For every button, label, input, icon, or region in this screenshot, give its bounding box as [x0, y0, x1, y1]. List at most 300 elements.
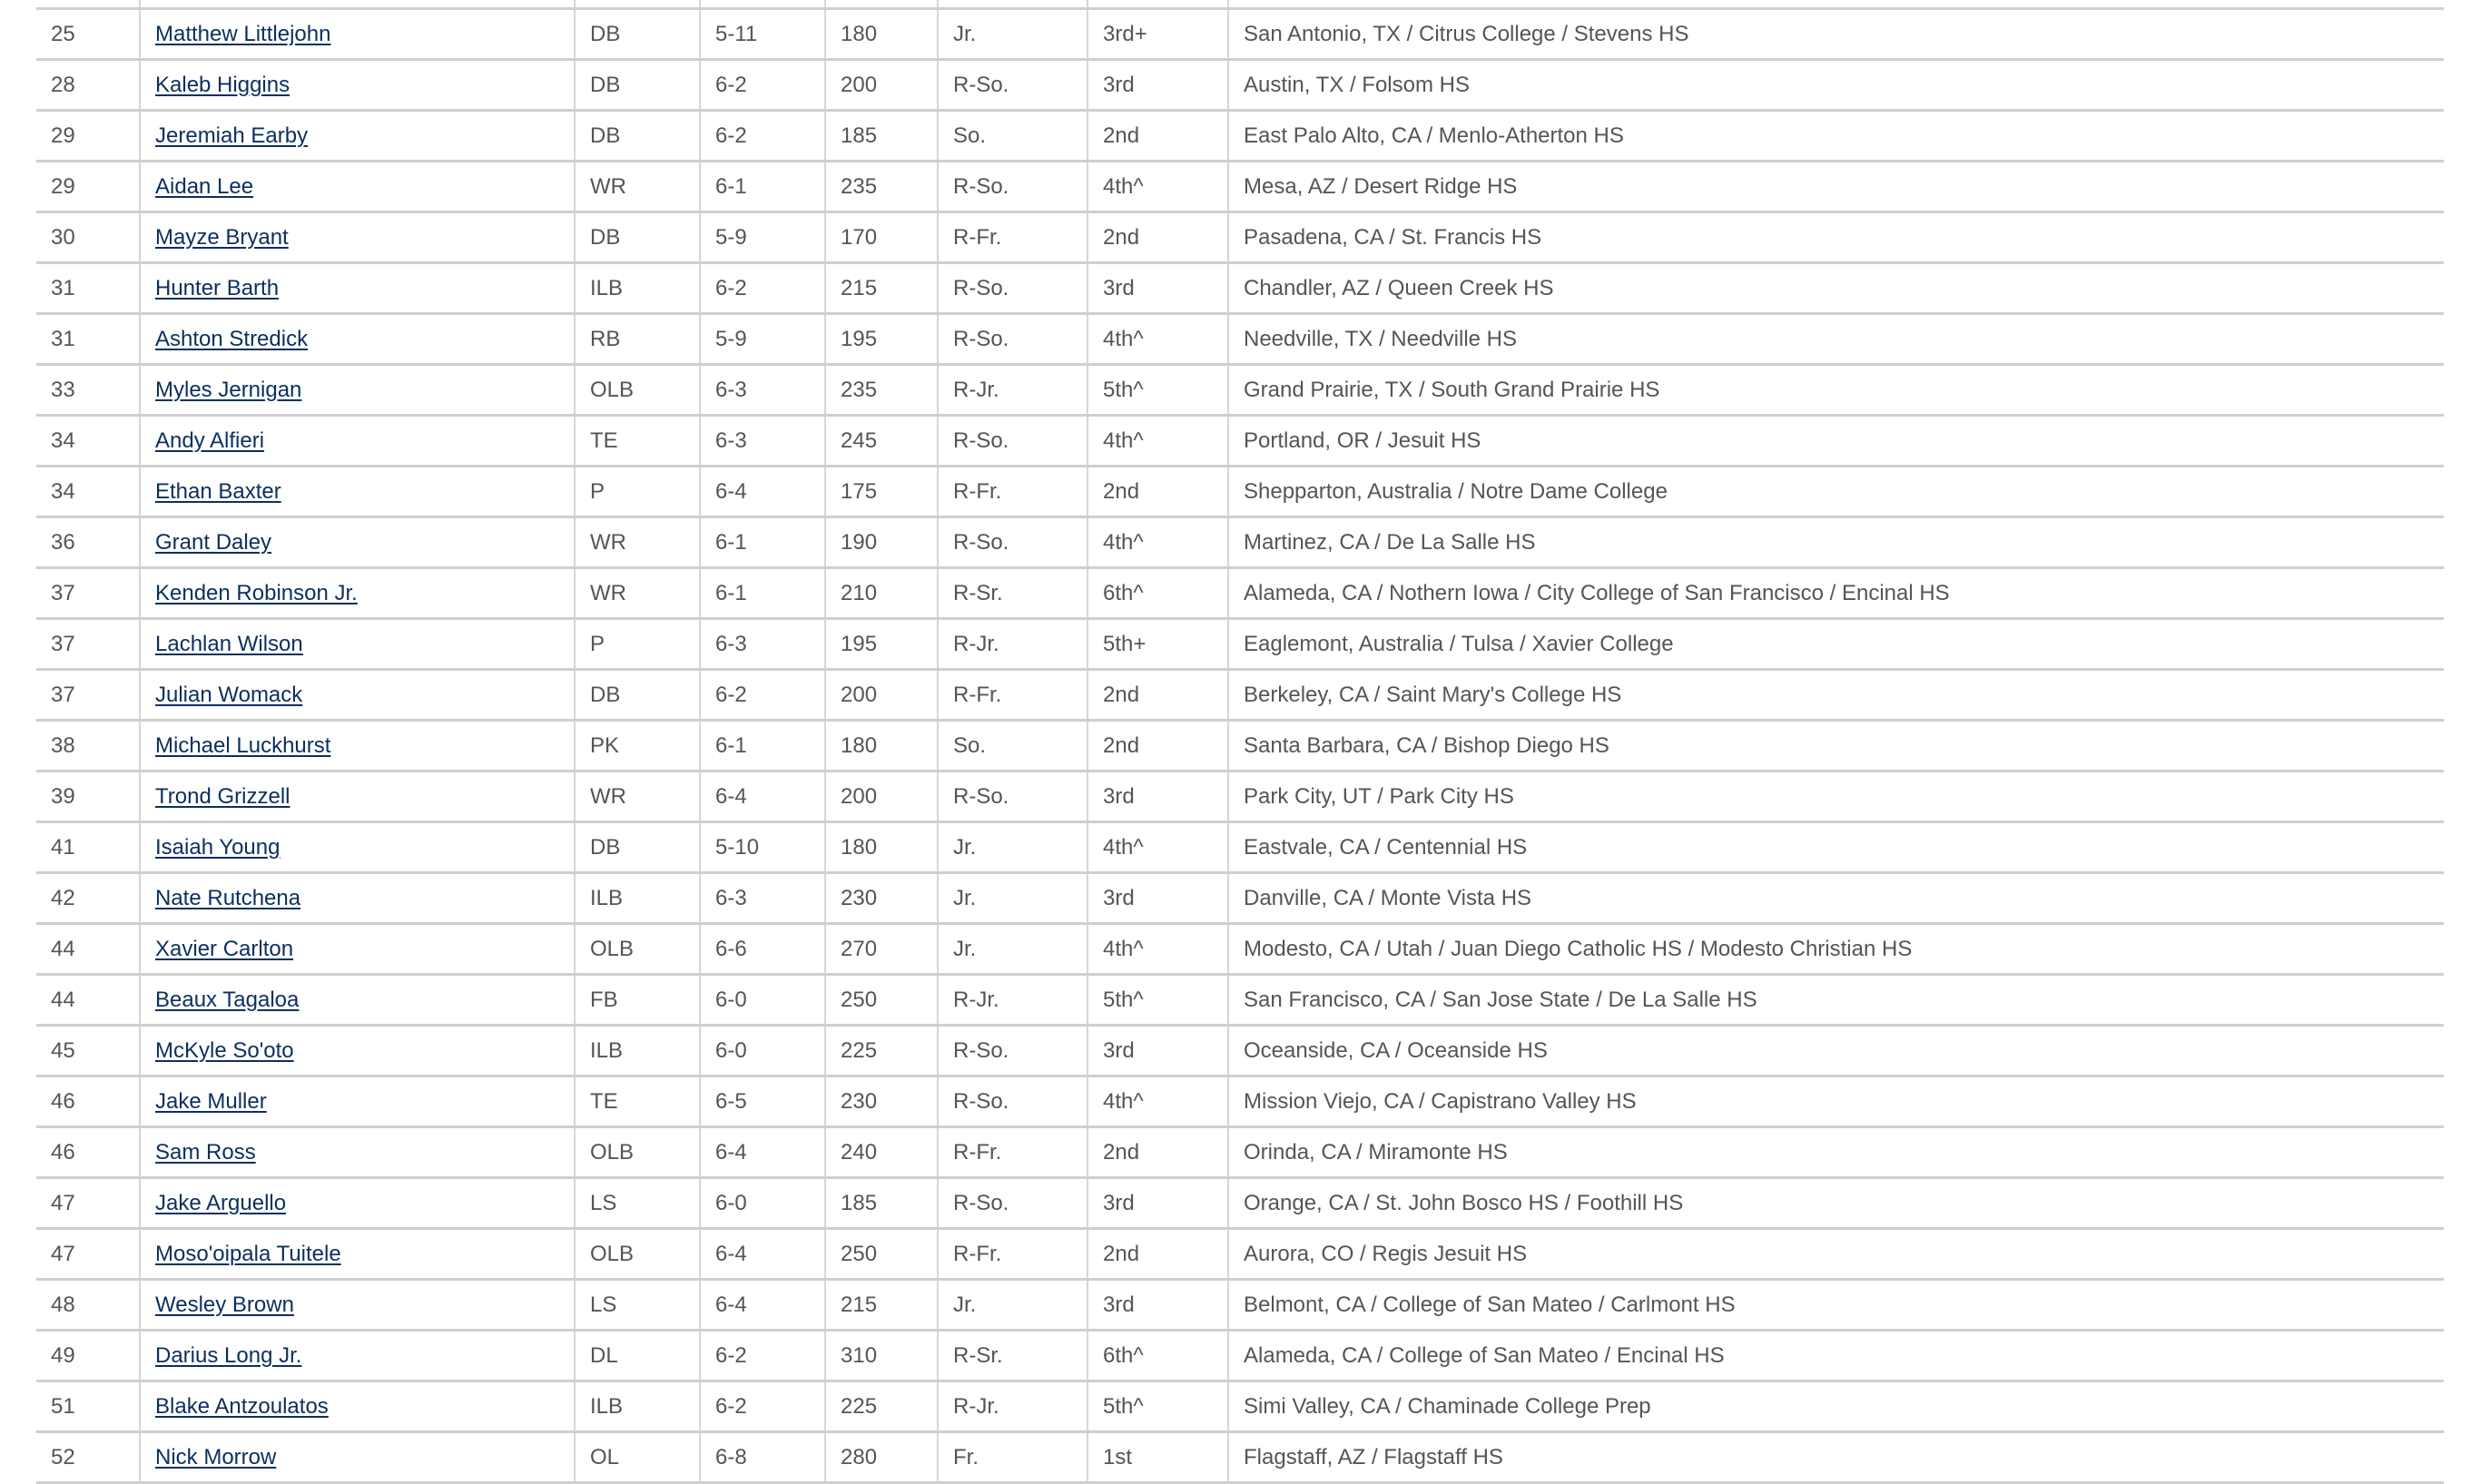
weight-cell: 200 [825, 771, 938, 822]
weight-cell: 225 [825, 1381, 938, 1432]
weight-cell: 235 [825, 162, 938, 212]
jersey-number-cell: 38 [36, 721, 140, 771]
player-name-link[interactable]: Aidan Lee [155, 173, 254, 199]
table-row [36, 822, 2444, 873]
position-cell: TE [575, 1076, 700, 1127]
jersey-number-cell: 29 [36, 162, 140, 212]
height-cell: 6-2 [700, 60, 825, 111]
player-name-link[interactable]: Hunter Barth [155, 275, 280, 300]
player-name-cell [140, 314, 575, 365]
position-cell [575, 0, 700, 9]
hometown-cell [1228, 0, 2444, 9]
position-cell: PK [575, 721, 700, 771]
jersey-number-cell: 45 [36, 1026, 140, 1076]
player-name-cell [140, 1432, 575, 1483]
hometown-cell: Aurora, CO / Regis Jesuit HS [1228, 1229, 2444, 1280]
hometown-cell: San Antonio, TX / Citrus College / Stevens HS [1228, 9, 2444, 60]
hometown-cell: East Palo Alto, CA / Menlo-Atherton HS [1228, 111, 2444, 162]
height-cell: 6-3 [700, 619, 825, 670]
experience-cell: 2nd [1087, 670, 1228, 721]
table-row [36, 619, 2444, 670]
player-name-link[interactable]: Jeremiah Earby [155, 123, 309, 148]
hometown-cell: Mission Viejo, CA / Capistrano Valley HS [1228, 1076, 2444, 1127]
height-cell: 6-2 [700, 670, 825, 721]
weight-cell: 180 [825, 721, 938, 771]
class-cell: R-Fr. [938, 467, 1087, 517]
class-cell: R-Sr. [938, 568, 1087, 619]
class-cell: R-So. [938, 1178, 1087, 1229]
table-row [36, 263, 2444, 314]
player-name-link[interactable]: Sam Ross [155, 1139, 256, 1165]
height-cell: 6-1 [700, 721, 825, 771]
jersey-number-cell: 37 [36, 619, 140, 670]
jersey-number-cell: 25 [36, 9, 140, 60]
player-name-link[interactable]: Moso'oipala Tuitele [155, 1241, 341, 1266]
player-name-cell [140, 416, 575, 467]
player-name-cell [140, 873, 575, 924]
position-cell: TE [575, 416, 700, 467]
position-cell: DL [575, 1331, 700, 1381]
weight-cell: 170 [825, 212, 938, 263]
height-cell: 6-4 [700, 1280, 825, 1331]
table-row [36, 517, 2444, 568]
table-row [36, 1026, 2444, 1076]
position-cell: LS [575, 1178, 700, 1229]
height-cell: 6-5 [700, 1076, 825, 1127]
hometown-cell: Alameda, CA / College of San Mateo / Encinal HS [1228, 1331, 2444, 1381]
table-row [36, 162, 2444, 212]
class-cell: R-Jr. [938, 1381, 1087, 1432]
table-row [36, 1229, 2444, 1280]
hometown-cell: Portland, OR / Jesuit HS [1228, 416, 2444, 467]
player-name-cell [140, 1178, 575, 1229]
weight-cell: 185 [825, 111, 938, 162]
table-row [36, 0, 2444, 9]
experience-cell: 5th+ [1087, 619, 1228, 670]
weight-cell: 250 [825, 1229, 938, 1280]
weight-cell: 175 [825, 467, 938, 517]
weight-cell: 185 [825, 1178, 938, 1229]
class-cell: R-Fr. [938, 670, 1087, 721]
experience-cell: 5th^ [1087, 975, 1228, 1026]
player-name-cell [140, 467, 575, 517]
table-row [36, 1381, 2444, 1432]
weight-cell: 240 [825, 1127, 938, 1178]
hometown-cell: Santa Barbara, CA / Bishop Diego HS [1228, 721, 2444, 771]
weight-cell [825, 0, 938, 9]
position-cell: DB [575, 822, 700, 873]
position-cell: OLB [575, 1229, 700, 1280]
player-name-cell [140, 1229, 575, 1280]
jersey-number-cell: 48 [36, 1280, 140, 1331]
height-cell: 6-0 [700, 1178, 825, 1229]
weight-cell: 235 [825, 365, 938, 416]
player-name-cell [140, 721, 575, 771]
table-row [36, 212, 2444, 263]
table-row [36, 873, 2444, 924]
jersey-number-cell: 44 [36, 975, 140, 1026]
jersey-number-cell: 52 [36, 1432, 140, 1483]
table-row [36, 416, 2444, 467]
hometown-cell: Mesa, AZ / Desert Ridge HS [1228, 162, 2444, 212]
jersey-number-cell: 36 [36, 517, 140, 568]
position-cell: DB [575, 60, 700, 111]
weight-cell: 230 [825, 1076, 938, 1127]
player-name-cell [140, 1331, 575, 1381]
position-cell: WR [575, 517, 700, 568]
class-cell: R-Sr. [938, 1331, 1087, 1381]
experience-cell: 3rd [1087, 263, 1228, 314]
class-cell: Jr. [938, 1280, 1087, 1331]
table-row [36, 721, 2444, 771]
class-cell: R-So. [938, 60, 1087, 111]
weight-cell: 310 [825, 1331, 938, 1381]
hometown-cell: Orinda, CA / Miramonte HS [1228, 1127, 2444, 1178]
height-cell: 5-10 [700, 822, 825, 873]
class-cell [938, 0, 1087, 9]
hometown-cell: Simi Valley, CA / Chaminade College Prep [1228, 1381, 2444, 1432]
class-cell: So. [938, 111, 1087, 162]
jersey-number-cell: 46 [36, 1076, 140, 1127]
table-row [36, 467, 2444, 517]
class-cell: R-Jr. [938, 975, 1087, 1026]
height-cell: 6-4 [700, 467, 825, 517]
height-cell: 6-0 [700, 975, 825, 1026]
hometown-cell: Orange, CA / St. John Bosco HS / Foothill HS [1228, 1178, 2444, 1229]
player-name-link[interactable]: Blake Antzoulatos [155, 1393, 329, 1419]
class-cell: Jr. [938, 924, 1087, 975]
weight-cell: 180 [825, 9, 938, 60]
position-cell: P [575, 619, 700, 670]
class-cell: Jr. [938, 873, 1087, 924]
class-cell: R-Fr. [938, 212, 1087, 263]
jersey-number-cell: 28 [36, 60, 140, 111]
player-name-cell [140, 1280, 575, 1331]
experience-cell: 2nd [1087, 721, 1228, 771]
jersey-number-cell: 47 [36, 1178, 140, 1229]
weight-cell: 200 [825, 670, 938, 721]
hometown-cell: Austin, TX / Folsom HS [1228, 60, 2444, 111]
player-name-cell [140, 212, 575, 263]
height-cell: 6-3 [700, 416, 825, 467]
table-row [36, 9, 2444, 60]
jersey-number-cell: 42 [36, 873, 140, 924]
player-name-link[interactable]: Julian Womack [155, 682, 303, 707]
table-row [36, 111, 2444, 162]
experience-cell: 4th^ [1087, 517, 1228, 568]
experience-cell: 3rd [1087, 771, 1228, 822]
player-name-link[interactable]: Trond Grizzell [155, 783, 290, 809]
experience-cell: 5th^ [1087, 365, 1228, 416]
position-cell: LS [575, 1280, 700, 1331]
experience-cell: 4th^ [1087, 162, 1228, 212]
player-name-cell [140, 1381, 575, 1432]
jersey-number-cell: 34 [36, 416, 140, 467]
class-cell: R-Fr. [938, 1229, 1087, 1280]
class-cell: R-So. [938, 416, 1087, 467]
jersey-number-cell [36, 0, 140, 9]
height-cell: 6-8 [700, 1432, 825, 1483]
player-name-cell [140, 975, 575, 1026]
player-name-cell [140, 263, 575, 314]
player-name-cell [140, 619, 575, 670]
jersey-number-cell: 37 [36, 670, 140, 721]
player-name-link[interactable]: Kenden Robinson Jr. [155, 580, 358, 605]
player-name-cell [140, 670, 575, 721]
table-row [36, 60, 2444, 111]
player-name-link[interactable]: Andy Alfieri [155, 428, 265, 453]
player-name-cell [140, 822, 575, 873]
roster-body [36, 0, 2444, 1483]
table-row [36, 670, 2444, 721]
experience-cell: 4th^ [1087, 924, 1228, 975]
player-name-link[interactable]: Jake Muller [155, 1088, 267, 1114]
experience-cell: 4th^ [1087, 1076, 1228, 1127]
position-cell: ILB [575, 1381, 700, 1432]
player-name-cell [140, 568, 575, 619]
player-name-link[interactable]: Ashton Stredick [155, 326, 309, 351]
weight-cell: 225 [825, 1026, 938, 1076]
experience-cell: 2nd [1087, 467, 1228, 517]
weight-cell: 215 [825, 263, 938, 314]
experience-cell: 6th^ [1087, 1331, 1228, 1381]
table-row [36, 365, 2444, 416]
class-cell: Fr. [938, 1432, 1087, 1483]
hometown-cell: Shepparton, Australia / Notre Dame College [1228, 467, 2444, 517]
weight-cell: 215 [825, 1280, 938, 1331]
jersey-number-cell: 41 [36, 822, 140, 873]
hometown-cell: San Francisco, CA / San Jose State / De La Salle HS [1228, 975, 2444, 1026]
experience-cell: 3rd [1087, 60, 1228, 111]
position-cell: DB [575, 670, 700, 721]
player-name-link[interactable]: Lachlan Wilson [155, 631, 303, 656]
table-row [36, 1331, 2444, 1381]
position-cell: OLB [575, 924, 700, 975]
hometown-cell: Grand Prairie, TX / South Grand Prairie HS [1228, 365, 2444, 416]
hometown-cell: Danville, CA / Monte Vista HS [1228, 873, 2444, 924]
jersey-number-cell: 47 [36, 1229, 140, 1280]
experience-cell: 3rd+ [1087, 9, 1228, 60]
position-cell: WR [575, 568, 700, 619]
weight-cell: 245 [825, 416, 938, 467]
experience-cell: 5th^ [1087, 1381, 1228, 1432]
player-name-link[interactable]: McKyle So'oto [155, 1037, 294, 1063]
player-name-link[interactable]: Wesley Brown [155, 1292, 294, 1317]
player-name-link[interactable]: Isaiah Young [155, 834, 280, 860]
position-cell: FB [575, 975, 700, 1026]
weight-cell: 195 [825, 314, 938, 365]
table-row [36, 924, 2444, 975]
player-name-cell [140, 1026, 575, 1076]
experience-cell: 2nd [1087, 1229, 1228, 1280]
player-name-cell [140, 1076, 575, 1127]
hometown-cell: Berkeley, CA / Saint Mary's College HS [1228, 670, 2444, 721]
table-row [36, 1127, 2444, 1178]
height-cell: 5-9 [700, 314, 825, 365]
class-cell: R-So. [938, 517, 1087, 568]
height-cell: 6-2 [700, 1381, 825, 1432]
weight-cell: 270 [825, 924, 938, 975]
weight-cell: 250 [825, 975, 938, 1026]
experience-cell: 3rd [1087, 1178, 1228, 1229]
hometown-cell: Needville, TX / Needville HS [1228, 314, 2444, 365]
height-cell: 6-1 [700, 517, 825, 568]
height-cell: 5-11 [700, 9, 825, 60]
experience-cell: 1st [1087, 1432, 1228, 1483]
player-name-link[interactable]: Jake Arguello [155, 1190, 287, 1215]
jersey-number-cell: 34 [36, 467, 140, 517]
experience-cell: 4th^ [1087, 822, 1228, 873]
experience-cell [1087, 0, 1228, 9]
player-name-link[interactable]: Kaleb Higgins [155, 72, 290, 97]
experience-cell: 4th^ [1087, 416, 1228, 467]
player-name-link[interactable]: Mayze Bryant [155, 224, 289, 250]
player-name-link[interactable]: Darius Long Jr. [155, 1342, 302, 1368]
position-cell: ILB [575, 873, 700, 924]
player-name-link[interactable]: Grant Daley [155, 529, 272, 555]
hometown-cell: Chandler, AZ / Queen Creek HS [1228, 263, 2444, 314]
position-cell: WR [575, 771, 700, 822]
height-cell: 6-2 [700, 111, 825, 162]
table-row [36, 568, 2444, 619]
player-name-cell [140, 924, 575, 975]
hometown-cell: Park City, UT / Park City HS [1228, 771, 2444, 822]
position-cell: P [575, 467, 700, 517]
player-name-cell [140, 111, 575, 162]
experience-cell: 4th^ [1087, 314, 1228, 365]
weight-cell: 210 [825, 568, 938, 619]
hometown-cell: Martinez, CA / De La Salle HS [1228, 517, 2444, 568]
player-name-cell [140, 0, 575, 9]
experience-cell: 2nd [1087, 111, 1228, 162]
player-name-cell [140, 771, 575, 822]
player-name-link[interactable]: Michael Luckhurst [155, 732, 331, 758]
height-cell: 5-9 [700, 212, 825, 263]
class-cell: Jr. [938, 822, 1087, 873]
class-cell: R-So. [938, 263, 1087, 314]
position-cell: ILB [575, 263, 700, 314]
position-cell: OL [575, 1432, 700, 1483]
height-cell: 6-3 [700, 365, 825, 416]
player-name-link[interactable]: Xavier Carlton [155, 936, 294, 961]
weight-cell: 280 [825, 1432, 938, 1483]
height-cell [700, 0, 825, 9]
experience-cell: 3rd [1087, 1280, 1228, 1331]
hometown-cell: Oceanside, CA / Oceanside HS [1228, 1026, 2444, 1076]
jersey-number-cell: 31 [36, 314, 140, 365]
height-cell: 6-2 [700, 263, 825, 314]
jersey-number-cell: 44 [36, 924, 140, 975]
position-cell: DB [575, 111, 700, 162]
experience-cell: 2nd [1087, 212, 1228, 263]
class-cell: So. [938, 721, 1087, 771]
class-cell: R-So. [938, 1026, 1087, 1076]
roster-table [36, 0, 2444, 1484]
table-row [36, 771, 2444, 822]
class-cell: R-Jr. [938, 619, 1087, 670]
height-cell: 6-6 [700, 924, 825, 975]
position-cell: WR [575, 162, 700, 212]
class-cell: R-So. [938, 314, 1087, 365]
table-row [36, 314, 2444, 365]
weight-cell: 195 [825, 619, 938, 670]
position-cell: ILB [575, 1026, 700, 1076]
player-name-link[interactable]: Nate Rutchena [155, 885, 301, 910]
experience-cell: 3rd [1087, 1026, 1228, 1076]
class-cell: R-Jr. [938, 365, 1087, 416]
player-name-link[interactable]: Nick Morrow [155, 1444, 277, 1469]
player-name-link[interactable]: Myles Jernigan [155, 377, 302, 402]
class-cell: Jr. [938, 9, 1087, 60]
jersey-number-cell: 30 [36, 212, 140, 263]
class-cell: R-So. [938, 771, 1087, 822]
height-cell: 6-3 [700, 873, 825, 924]
player-name-cell [140, 1127, 575, 1178]
jersey-number-cell: 51 [36, 1381, 140, 1432]
hometown-cell: Alameda, CA / Nothern Iowa / City College of San Francisco / Encinal HS [1228, 568, 2444, 619]
weight-cell: 200 [825, 60, 938, 111]
hometown-cell: Flagstaff, AZ / Flagstaff HS [1228, 1432, 2444, 1483]
weight-cell: 180 [825, 822, 938, 873]
table-row [36, 975, 2444, 1026]
jersey-number-cell: 29 [36, 111, 140, 162]
height-cell: 6-1 [700, 162, 825, 212]
hometown-cell: Eastvale, CA / Centennial HS [1228, 822, 2444, 873]
class-cell: R-So. [938, 162, 1087, 212]
player-name-link[interactable]: Beaux Tagaloa [155, 987, 300, 1012]
player-name-cell [140, 60, 575, 111]
height-cell: 6-4 [700, 771, 825, 822]
position-cell: DB [575, 212, 700, 263]
player-name-link[interactable]: Matthew Littlejohn [155, 21, 331, 46]
position-cell: OLB [575, 1127, 700, 1178]
jersey-number-cell: 33 [36, 365, 140, 416]
jersey-number-cell: 46 [36, 1127, 140, 1178]
position-cell: OLB [575, 365, 700, 416]
height-cell: 6-4 [700, 1127, 825, 1178]
hometown-cell: Pasadena, CA / St. Francis HS [1228, 212, 2444, 263]
experience-cell: 3rd [1087, 873, 1228, 924]
height-cell: 6-4 [700, 1229, 825, 1280]
weight-cell: 230 [825, 873, 938, 924]
position-cell: RB [575, 314, 700, 365]
player-name-link[interactable]: Ethan Baxter [155, 478, 281, 504]
table-row [36, 1432, 2444, 1483]
class-cell: R-Fr. [938, 1127, 1087, 1178]
height-cell: 6-0 [700, 1026, 825, 1076]
roster-table-container [36, 0, 2444, 1484]
experience-cell: 2nd [1087, 1127, 1228, 1178]
jersey-number-cell: 49 [36, 1331, 140, 1381]
hometown-cell: Modesto, CA / Utah / Juan Diego Catholic HS / Modesto Christian HS [1228, 924, 2444, 975]
jersey-number-cell: 39 [36, 771, 140, 822]
table-row [36, 1076, 2444, 1127]
player-name-cell [140, 365, 575, 416]
table-row [36, 1280, 2444, 1331]
hometown-cell: Belmont, CA / College of San Mateo / Carlmont HS [1228, 1280, 2444, 1331]
height-cell: 6-1 [700, 568, 825, 619]
hometown-cell: Eaglemont, Australia / Tulsa / Xavier College [1228, 619, 2444, 670]
jersey-number-cell: 31 [36, 263, 140, 314]
height-cell: 6-2 [700, 1331, 825, 1381]
table-row [36, 1178, 2444, 1229]
player-name-cell [140, 162, 575, 212]
class-cell: R-So. [938, 1076, 1087, 1127]
weight-cell: 190 [825, 517, 938, 568]
experience-cell: 6th^ [1087, 568, 1228, 619]
jersey-number-cell: 37 [36, 568, 140, 619]
position-cell: DB [575, 9, 700, 60]
